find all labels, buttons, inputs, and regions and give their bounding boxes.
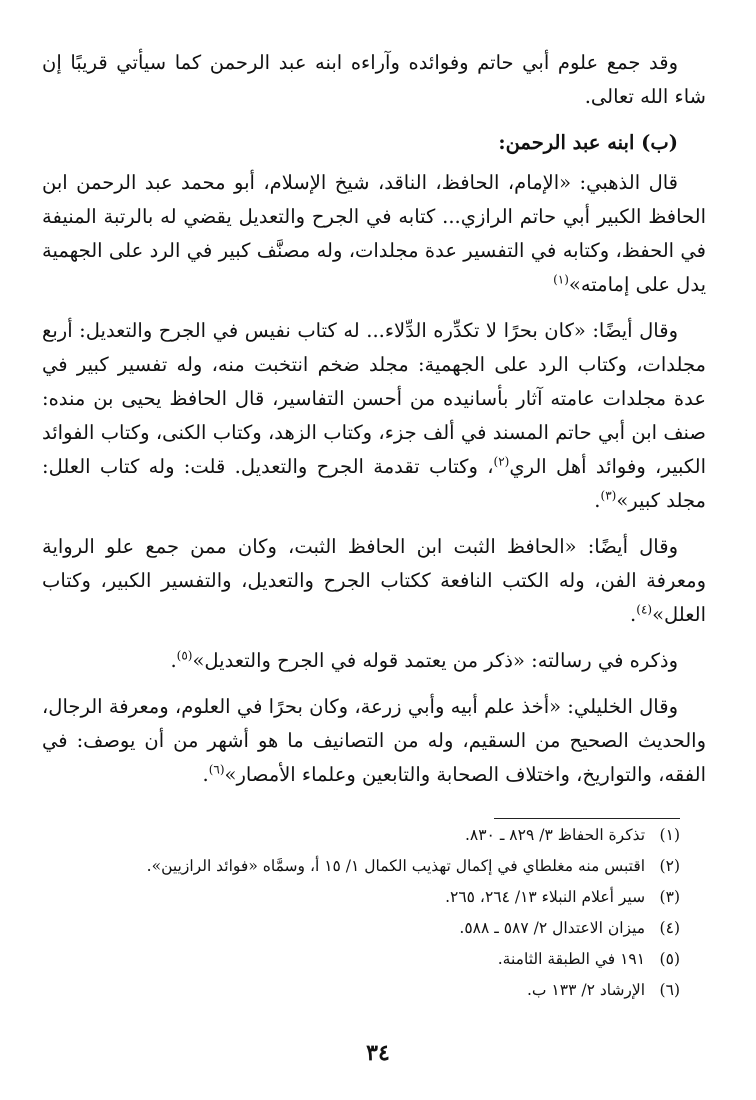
footnote-text: ١٩١ في الطبقة الثامنة. xyxy=(497,950,646,968)
footnote-item xyxy=(60,913,680,944)
paragraph-intro xyxy=(42,46,706,114)
paragraph-dhahabi-2-text: وقال أيضًا: «كان بحرًا لا تكدِّره الدِّلاء... له كتاب نفيس في الجرح والتعديل: أربع مجلدات، وكتاب الرد على الجهمية: مجلد ضخم انتخبت منه، وله تفسير كبير في عدة مجلدات عامته آثار بأسانيده من أحسن التفاسير، قال الحافظ يحيى بن منده: صنف ابن أبي حاتم المسند في ألف جزء، وكتاب الزهد، وكتاب الكنى، وكتاب الفوائد الكبير، وفوائد أهل الري xyxy=(42,319,707,478)
footnote-ref-3: (٣) xyxy=(600,488,617,503)
paragraph-dhahabi xyxy=(42,166,706,302)
paragraph-dhahabi-2 xyxy=(42,314,706,518)
footnote-ref-5: (٥) xyxy=(176,648,193,663)
footnote-ref-2: (٢) xyxy=(493,454,510,469)
paragraph-end-mark: . xyxy=(630,603,637,626)
paragraph-dhahabi-text: قال الذهبي: «الإمام، الحافظ، الناقد، شيخ الإسلام، أبو محمد عبد الرحمن ابن الحافظ الكبير أبي حاتم الرازي... كتابه في الجرح والتعديل يقضي له بالرتبة المنيفة في الحفظ، وكتابه في التفسير عدة مجلدات، وله مصنَّف كبير في الرد على الجهمية يدل على إمامته» xyxy=(42,171,706,296)
footnote-number: (١) xyxy=(659,826,680,844)
footnote-text: تذكرة الحفاظ ٣/ ٨٢٩ ـ ٨٣٠. xyxy=(464,826,646,844)
footnote-text: ميزان الاعتدال ٢/ ٥٨٧ ـ ٥٨٨. xyxy=(459,919,646,937)
footnote-item xyxy=(60,882,680,913)
footnote-number: (٥) xyxy=(659,950,680,968)
main-text xyxy=(42,46,706,804)
paragraph-khalili xyxy=(42,690,706,792)
footnote-item xyxy=(60,944,680,975)
paragraph-dhahabi-3 xyxy=(42,530,706,632)
footnote-text: سير أعلام النبلاء ١٣/ ٢٦٤، ٢٦٥. xyxy=(445,888,646,906)
paragraph-dhahabi-2-cont: ، وكتاب تقدمة الجرح والتعديل. قلت: وله كتاب العلل: مجلد كبير» xyxy=(42,455,706,512)
footnotes-list xyxy=(60,820,680,1006)
footnote-number: (٤) xyxy=(659,919,680,937)
paragraph-dhahabi-3-text: وقال أيضًا: «الحافظ الثبت ابن الحافظ الثبت، وكان ممن جمع علو الرواية ومعرفة الفن، وله الكتب النافعة ككتاب الجرح والتعديل، والتفسير الكبير، وكتاب العلل» xyxy=(42,535,706,626)
paragraph-end-mark: . xyxy=(170,649,177,672)
paragraph-intro-text: وقد جمع علوم أبي حاتم وفوائده وآراءه ابنه عبد الرحمن كما سيأتي قريبًا إن شاء الله تعالى. xyxy=(42,51,706,108)
section-heading: (ب) ابنه عبد الرحمن: xyxy=(498,131,678,154)
footnote-ref-4: (٤) xyxy=(636,602,653,617)
footnote-text: الإرشاد ٢/ ١٣٣ ب. xyxy=(526,981,646,999)
footnote-number: (٢) xyxy=(659,857,680,875)
footnote-ref-1: (١) xyxy=(553,272,569,287)
footnote-item xyxy=(60,851,680,882)
footnote-ref-6: (٦) xyxy=(208,762,225,777)
footnote-number: (٦) xyxy=(659,981,680,999)
paragraph-khalili-text: وقال الخليلي: «أخذ علم أبيه وأبي زرعة، وكان بحرًا في العلوم، ومعرفة الرجال، والحديث الصحيح من السقيم، وله من التصانيف ما هو أشهر من أن يوصف: في الفقه، والتواريخ، واختلاف الصحابة والتابعين وعلماء الأمصار» xyxy=(42,695,706,786)
footnote-text: اقتبس منه مغلطاي في إكمال تهذيب الكمال ١/ ١٥ أ، وسمَّاه «فوائد الرازيين». xyxy=(146,857,646,875)
page-number: ٣٤ xyxy=(366,1040,390,1066)
paragraph-end-mark: . xyxy=(202,763,209,786)
paragraph-end-mark: . xyxy=(594,489,601,512)
paragraph-risala-text: وذكره في رسالته: «ذكر من يعتمد قوله في الجرح والتعديل» xyxy=(192,649,678,672)
footnote-item xyxy=(60,820,680,851)
footnote-number: (٣) xyxy=(659,888,680,906)
footnote-divider xyxy=(494,818,680,819)
paragraph-risala xyxy=(42,644,706,678)
footnote-item xyxy=(60,975,680,1006)
